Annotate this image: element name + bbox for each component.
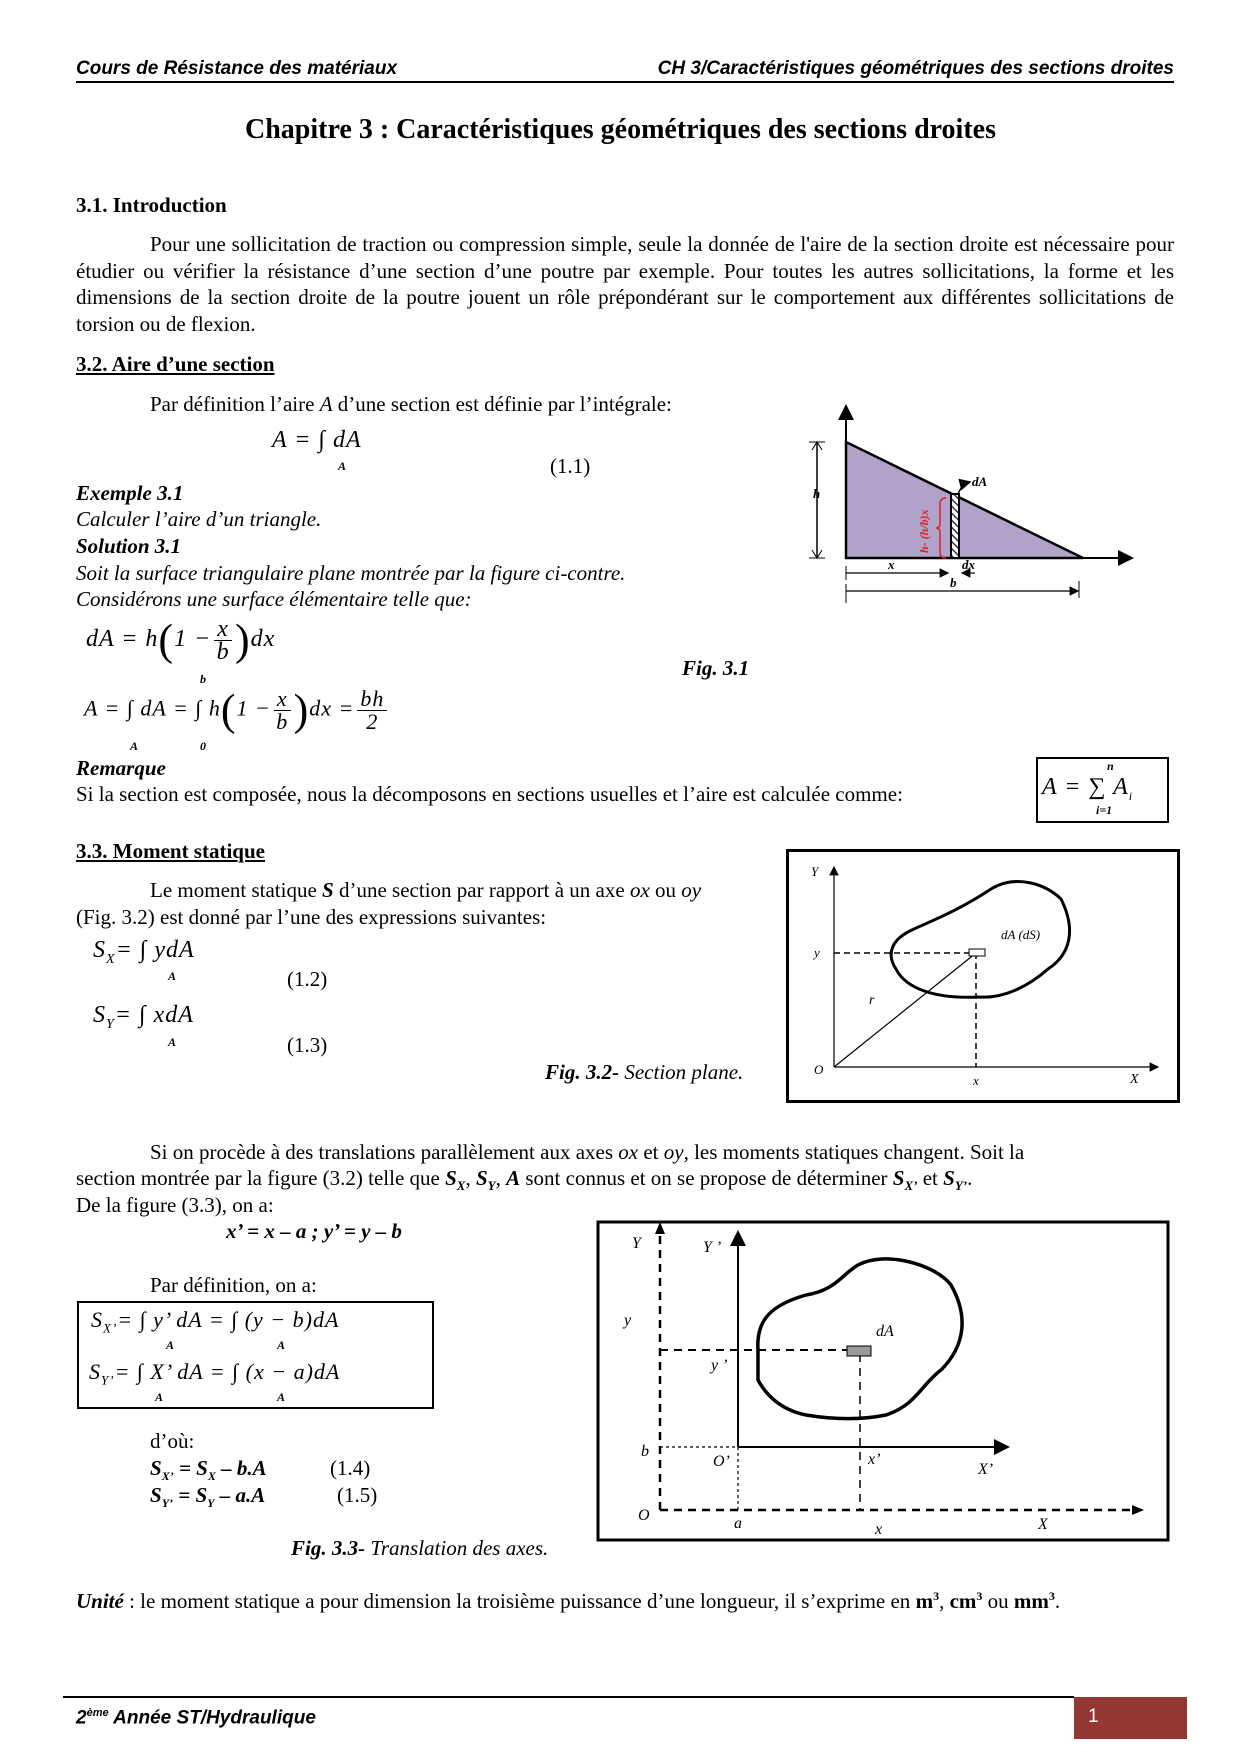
remark-formula-box — [1036, 757, 1169, 823]
triangle-shape — [846, 442, 1083, 558]
section-3-3-heading: 3.3. Moment statique — [76, 839, 265, 863]
eq-part: A = ∫ dA = ∫ h — [84, 695, 221, 721]
eq-part: = S — [173, 1483, 208, 1507]
eq-part: – b.A — [215, 1456, 267, 1480]
eq-index: X’ — [103, 1320, 118, 1336]
dou-text: d’où: — [150, 1429, 195, 1453]
text: , les moments statiques changent. Soit la — [683, 1140, 1025, 1164]
text: ou — [982, 1589, 1014, 1613]
element-da — [969, 949, 985, 956]
var: S — [322, 878, 334, 902]
unit-m: m — [915, 1589, 934, 1613]
eq-index: Y — [207, 1496, 215, 1511]
caption-label: Fig. 3.2- — [545, 1060, 620, 1084]
text: : le moment statique a pour dimension la troisième puissance d’une longueur, il s’exprime en — [123, 1589, 916, 1613]
equation-1-4 — [150, 1456, 267, 1484]
eq-part: S — [93, 1002, 106, 1028]
sum-upper: n — [1107, 759, 1114, 773]
eq-part: S — [150, 1456, 162, 1480]
eq-part: = ∫ y’ dA = ∫ (y − b)dA — [117, 1307, 340, 1332]
translation-text-line-2: section montrée par la figure (3.2) telle que $S_X$, $S_Y$, A sont connus et on se propose de déterminer $S_{X’}$ et $S_{Y’}$. — [76, 1166, 973, 1194]
solution-title: Solution 3.1 — [76, 534, 182, 558]
remark-title: Remarque — [76, 756, 166, 780]
exponent: 3 — [976, 1589, 983, 1603]
label-y-prime: y ’ — [711, 1357, 728, 1374]
eq-part: – a.A — [214, 1483, 266, 1507]
sum-lower: i=1 — [1096, 803, 1113, 817]
label-r: r — [869, 993, 875, 1008]
moment-translation-box — [77, 1301, 434, 1409]
translation-text-line-3: De la figure (3.3), on a: — [76, 1193, 274, 1217]
label-O: O — [638, 1507, 650, 1524]
text: d’une section par rapport à un axe — [333, 878, 630, 902]
equation-1-2-number: (1.2) — [287, 967, 328, 991]
equation-1-2 — [93, 936, 195, 967]
sum-formula — [1042, 774, 1134, 803]
text: 2 — [76, 1707, 87, 1729]
var-index: Y’ — [954, 1178, 968, 1194]
area-definition-text — [150, 392, 672, 417]
label-dx: dx — [962, 557, 975, 572]
equation-sx-prime — [91, 1307, 340, 1336]
var: S — [892, 1166, 905, 1190]
label-b: b — [641, 1443, 649, 1460]
translation-text-line-1 — [150, 1140, 1024, 1165]
eq-part: 1 − — [174, 626, 212, 653]
eq-part: dx = — [309, 695, 355, 721]
label-height-expression: h- (h/b)x — [917, 509, 931, 553]
fraction-denominator: b — [276, 709, 289, 734]
label-X: X — [1130, 1072, 1139, 1087]
figure-3-1-caption: Fig. 3.1 — [682, 656, 750, 680]
header-rule — [76, 81, 1174, 83]
text: , — [939, 1589, 950, 1613]
equation-1-1-subscript: A — [338, 459, 347, 473]
unit-cm: cm — [949, 1589, 977, 1613]
remark-text: Si la section est composée, nous la décomposons en sections usuelles et l’aire est calculée comme: — [76, 782, 903, 806]
var: S — [943, 1166, 955, 1190]
figure-3-2-plane-section — [786, 849, 1180, 1103]
header-chapter: CH 3/Caractéristiques géométriques des sections droites — [657, 58, 1174, 79]
label-h: h — [813, 486, 821, 501]
text: Si on procède à des translations parallèlement aux axes — [150, 1140, 619, 1164]
eq-index: Y — [106, 1016, 115, 1032]
figure-3-3-caption — [291, 1536, 548, 1561]
example-text: Calculer l’aire d’un triangle. — [76, 507, 322, 531]
label-X-prime: X’ — [978, 1461, 994, 1478]
label-x: x — [888, 557, 895, 572]
eq-index: X’ — [161, 1469, 174, 1484]
eq-index: Y’ — [161, 1496, 174, 1511]
var-index: X’ — [904, 1178, 918, 1194]
eq-part: = S — [173, 1456, 208, 1480]
equation-1-1-number: (1.1) — [550, 454, 591, 478]
caption-text: Section plane. — [619, 1060, 744, 1084]
label-da: dA — [876, 1323, 894, 1340]
var: oy — [681, 878, 702, 902]
equation-1-3 — [93, 1001, 194, 1032]
superscript: ème — [86, 1707, 109, 1719]
text: . — [1054, 1589, 1061, 1613]
fraction-numerator: bh — [357, 688, 387, 711]
var-index: X — [456, 1178, 466, 1194]
section-3-2-heading: 3.2. Aire d’une section — [76, 352, 275, 376]
moment-text-line-2: (Fig. 3.2) est donné par l’une des expressions suivantes: — [76, 905, 547, 929]
eq-part: dA = h — [86, 626, 159, 653]
unit-mm: mm — [1013, 1589, 1049, 1613]
footer-rule — [63, 1696, 1074, 1698]
text: et — [638, 1140, 664, 1164]
label-X: X — [1038, 1516, 1048, 1533]
translation-equations: x’ = x – a ; y’ = y – b — [226, 1219, 402, 1243]
label-a: a — [734, 1515, 742, 1532]
element-da — [847, 1346, 871, 1356]
unit-label: Unité — [76, 1589, 124, 1613]
label-x: x — [973, 1073, 979, 1088]
label-x: x — [875, 1521, 883, 1538]
eq-part: S — [93, 937, 106, 963]
page-title: Chapitre 3 : Caractéristiques géométriques des sections droites — [245, 114, 996, 145]
text: sont connus et on se propose de déterminer — [520, 1166, 893, 1190]
eq-index: X — [106, 951, 116, 967]
text: section montrée par la figure (3.2) telle que — [76, 1166, 446, 1190]
integral-sub: A — [166, 1338, 175, 1352]
eq-part: S — [91, 1307, 103, 1332]
fraction-denominator: b — [216, 639, 230, 665]
equation-1-5 — [150, 1483, 265, 1511]
label-Y-prime: Y ’ — [703, 1239, 722, 1256]
integral-lower-a: A — [130, 739, 139, 753]
figure-3-1-triangle — [800, 398, 1145, 613]
page-number-box — [1074, 1697, 1187, 1739]
eq-index: i — [1128, 788, 1134, 803]
integral-sub: A — [155, 1390, 164, 1404]
var: S — [475, 1166, 488, 1190]
integral-sub: A — [277, 1338, 286, 1352]
intro-paragraph: Pour une sollicitation de traction ou compression simple, seule la donnée de l'aire de la section droite est nécessaire pour étudier ou vérifier la résistance d’une section d’une poutre par exemple. Pour toutes les autres sollicitations, la forme et les dimensions de la section droite de la poutre jouent un rôle prépondérant sur le comportement aux différentes sollicitations de torsion ou de flexion. — [76, 232, 1174, 336]
label-y: y — [624, 1312, 632, 1329]
var: oy — [663, 1140, 684, 1164]
caption-text: Translation des axes. — [365, 1536, 549, 1560]
label-x-prime: x’ — [868, 1451, 881, 1468]
label-O: O — [814, 1062, 824, 1077]
figure-3-3-axes-translation — [596, 1220, 1170, 1544]
eq-part: A = ∑ A — [1042, 774, 1129, 800]
text: Le moment statique — [150, 878, 323, 902]
par-definition-text: Par définition, on a: — [150, 1273, 317, 1297]
label-b: b — [950, 575, 957, 590]
var-a: A — [319, 392, 333, 416]
equation-sy-prime — [89, 1359, 341, 1388]
label-da: dA (dS) — [1001, 927, 1041, 942]
equation-da: dA = h(1 − $\frac{x}{b}$ )dx — [86, 615, 276, 665]
eq-part: = ∫ xdA — [114, 1002, 194, 1028]
label-y: y — [814, 945, 820, 960]
text: Par définition l’aire — [150, 392, 320, 416]
eq-part: S — [89, 1359, 101, 1384]
footer-class — [76, 1707, 316, 1729]
example-title: Exemple 3.1 — [76, 481, 184, 505]
element-strip — [951, 494, 959, 558]
label-Y: Y — [632, 1235, 641, 1252]
text: ou — [649, 878, 682, 902]
var: ox — [629, 878, 650, 902]
label-O-prime: O’ — [713, 1453, 730, 1470]
eq-part: 1 − — [236, 695, 271, 721]
equation-1-1: A = ∫ dA — [272, 427, 362, 453]
header-course: Cours de Résistance des matériaux — [76, 58, 398, 79]
moment-text-line-1 — [150, 878, 701, 903]
equation-1-3-subscript: A — [168, 1035, 177, 1049]
exponent: 3 — [1048, 1589, 1055, 1603]
text: Année ST/Hydraulique — [108, 1707, 316, 1729]
equation-1-2-subscript: A — [168, 969, 177, 983]
equation-1-4-number: (1.4) — [330, 1456, 371, 1480]
var: S — [445, 1166, 457, 1190]
eq-part: dx — [250, 626, 276, 653]
fraction-numerator: x — [274, 688, 291, 711]
section-3-1-heading: 3.1. Introduction — [76, 193, 227, 217]
integral-upper-b: b — [200, 672, 206, 686]
text: et — [917, 1166, 944, 1190]
exponent: 3 — [933, 1589, 940, 1603]
equation-1-5-number: (1.5) — [337, 1483, 378, 1507]
integral-lower-0: 0 — [200, 739, 206, 753]
solution-line-2: Considérons une surface élémentaire telle que: — [76, 587, 472, 611]
equation-1-3-number: (1.3) — [287, 1033, 328, 1057]
fraction-denominator: 2 — [366, 709, 379, 734]
figure-3-2-caption — [545, 1060, 743, 1085]
eq-part: = ∫ ydA — [115, 937, 195, 963]
var: A — [506, 1166, 521, 1190]
solution-line-1: Soit la surface triangulaire plane montrée par la figure ci-contre. — [76, 561, 626, 585]
text: d’une section est définie par l’intégrale: — [332, 392, 672, 416]
page-number: 1 — [1088, 1706, 1099, 1727]
unit-sentence — [76, 1589, 1060, 1614]
eq-index: X — [207, 1469, 216, 1484]
var-index: Y — [487, 1178, 496, 1194]
label-da: dA — [972, 474, 988, 489]
eq-index: Y’ — [101, 1372, 115, 1388]
var: ox — [618, 1140, 639, 1164]
equation-area: A = ∫ dA = ∫ h(1 − $\frac{x}{b}$ )dx = $\frac{bh}{2}$ — [84, 688, 390, 733]
integral-sub: A — [277, 1390, 286, 1404]
eq-part: S — [150, 1483, 162, 1507]
eq-part: = ∫ X’ dA = ∫ (x − a)dA — [114, 1359, 341, 1384]
label-Y: Y — [811, 864, 819, 879]
fraction-numerator: x — [214, 618, 232, 641]
caption-label: Fig. 3.3- — [291, 1536, 366, 1560]
